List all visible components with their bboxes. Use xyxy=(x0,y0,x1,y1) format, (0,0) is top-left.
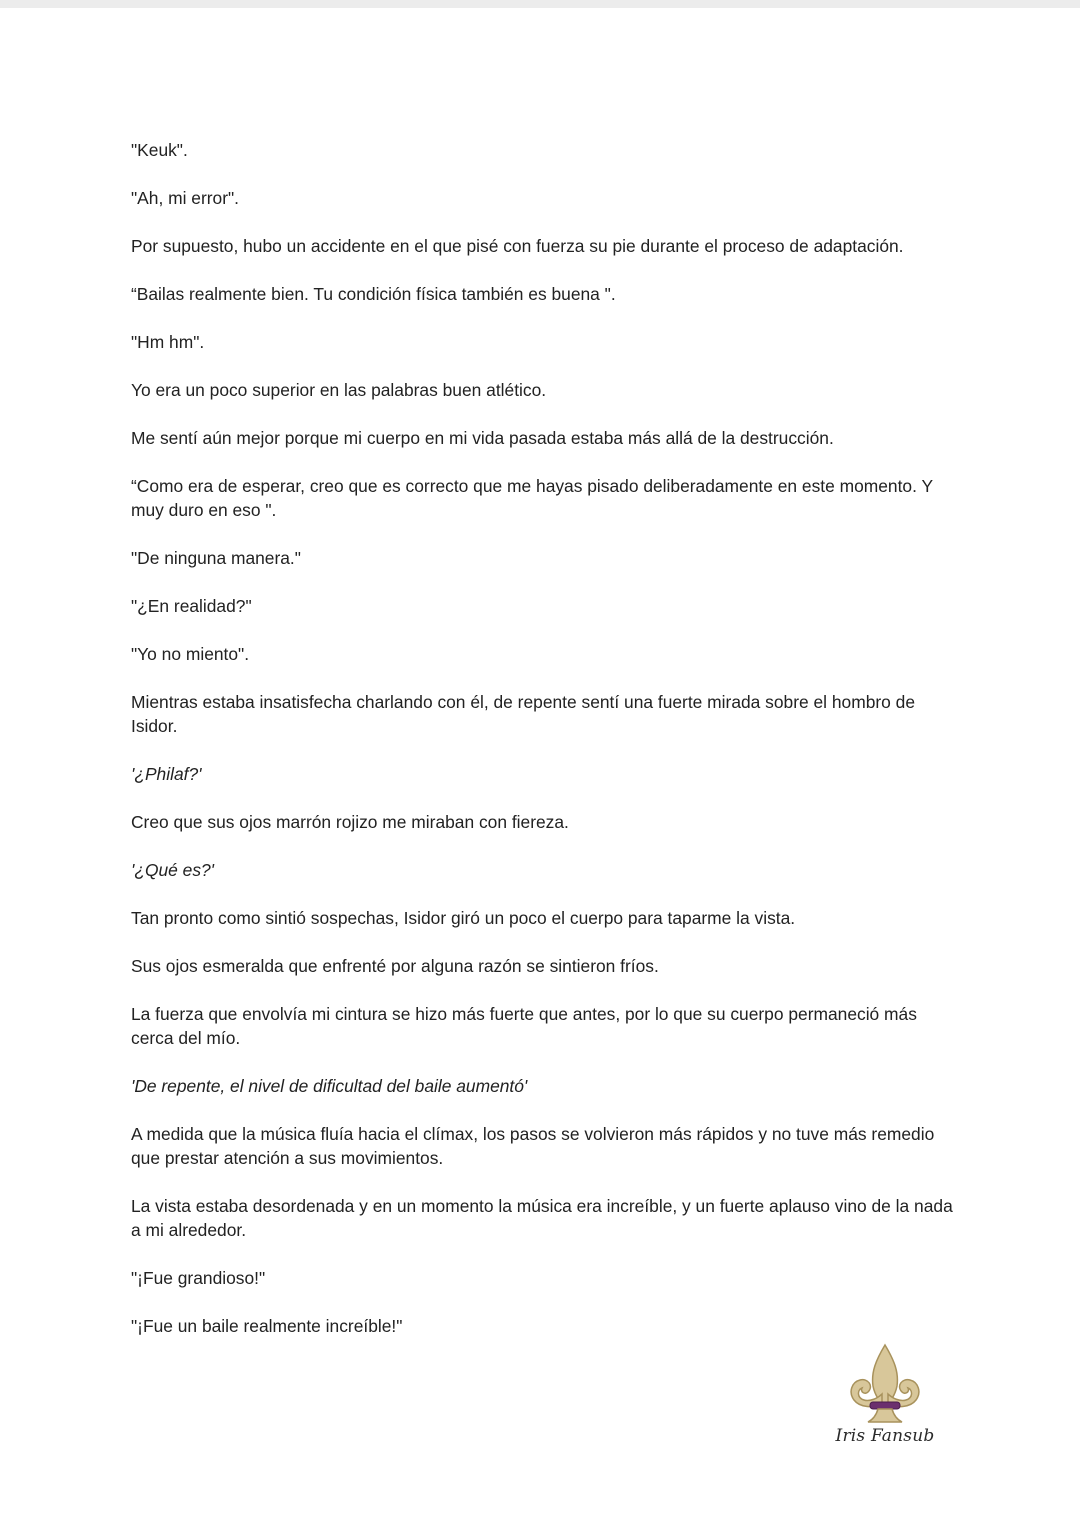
paragraph: "Hm hm". xyxy=(131,332,205,352)
paragraph: "Yo no miento". xyxy=(131,644,250,664)
fleur-de-lis-icon xyxy=(838,1342,932,1428)
paragraph: "De ninguna manera." xyxy=(131,548,301,568)
document-body xyxy=(131,138,961,1362)
paragraph: Por supuesto, hubo un accidente en el que pisé con fuerza su pie durante el proceso de adaptación. xyxy=(131,236,904,256)
paragraph: "¿En realidad?" xyxy=(131,596,252,616)
watermark-logo xyxy=(830,1342,940,1454)
paragraph: Yo era un poco superior en las palabras buen atlético. xyxy=(131,380,547,400)
watermark-text: Iris Fansub xyxy=(835,1426,935,1446)
paragraph: '¿Philaf?' xyxy=(131,764,202,784)
paragraph: Mientras estaba insatisfecha charlando con él, de repente sentí una fuerte mirada sobre el hombro de Isidor. xyxy=(131,692,916,736)
paragraph: "¡Fue grandioso!" xyxy=(131,1268,266,1288)
paragraph: Sus ojos esmeralda que enfrenté por alguna razón se sintieron fríos. xyxy=(131,956,659,976)
paragraph: La fuerza que envolvía mi cintura se hizo más fuerte que antes, por lo que su cuerpo permaneció más cerca del mío. xyxy=(131,1004,917,1048)
paragraph: Me sentí aún mejor porque mi cuerpo en mi vida pasada estaba más allá de la destrucción. xyxy=(131,428,834,448)
paragraph: A medida que la música fluía hacia el clímax, los pasos se volvieron más rápidos y no tuve más remedio que prestar atención a sus movimientos. xyxy=(131,1124,935,1168)
paragraph: "Ah, mi error". xyxy=(131,188,240,208)
top-bar xyxy=(0,0,1080,8)
paragraph: '¿Qué es?' xyxy=(131,860,215,880)
paragraph: “Como era de esperar, creo que es correcto que me hayas pisado deliberadamente en este momento. Y muy duro en eso ". xyxy=(131,476,933,520)
paragraph: 'De repente, el nivel de dificultad del baile aumentó' xyxy=(131,1076,528,1096)
paragraph: “Bailas realmente bien. Tu condición física también es buena ". xyxy=(131,284,616,304)
paragraph: "¡Fue un baile realmente increíble!" xyxy=(131,1316,403,1336)
paragraph: La vista estaba desordenada y en un momento la música era increíble, y un fuerte aplauso vino de la nada a mi alrededor. xyxy=(131,1196,953,1240)
paragraph: Creo que sus ojos marrón rojizo me miraban con fiereza. xyxy=(131,812,569,832)
paragraph: "Keuk". xyxy=(131,140,188,160)
paragraph: Tan pronto como sintió sospechas, Isidor giró un poco el cuerpo para taparme la vista. xyxy=(131,908,796,928)
